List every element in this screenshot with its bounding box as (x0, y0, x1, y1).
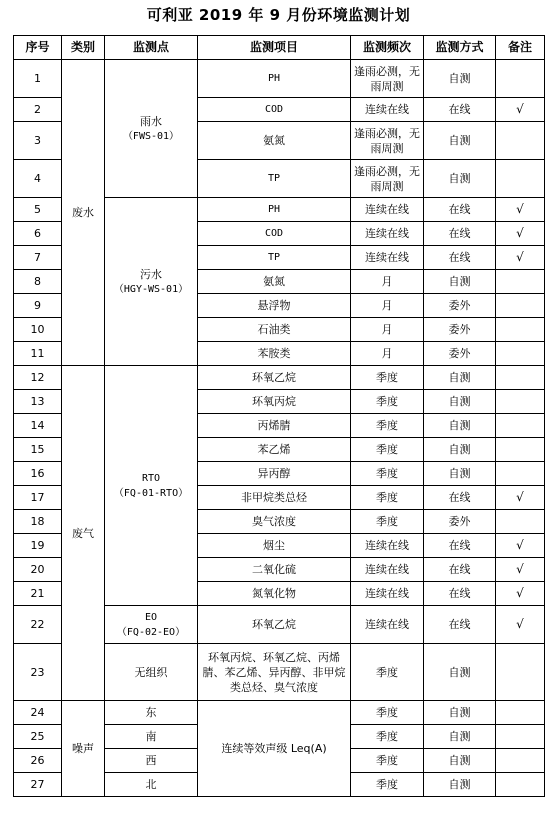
cell-frequency: 季度 (351, 462, 424, 486)
cell-no: 23 (14, 644, 62, 701)
cell-method: 在线 (424, 486, 496, 510)
cell-item: 环氧乙烷 (198, 606, 351, 644)
cell-item: 氨氮 (198, 122, 351, 160)
cell-frequency: 逢雨必测，无雨周测 (351, 160, 424, 198)
cell-method: 自测 (424, 701, 496, 725)
cell-no: 25 (14, 725, 62, 749)
cell-frequency: 月 (351, 342, 424, 366)
cell-no: 10 (14, 318, 62, 342)
cell-note (496, 318, 545, 342)
cell-frequency: 月 (351, 318, 424, 342)
cell-no: 4 (14, 160, 62, 198)
cell-frequency: 连续在线 (351, 246, 424, 270)
cell-note: √ (496, 246, 545, 270)
cell-no: 24 (14, 701, 62, 725)
cell-note (496, 462, 545, 486)
cell-item: 环氧乙烷 (198, 366, 351, 390)
cell-note (496, 644, 545, 701)
cell-note: √ (496, 606, 545, 644)
header-no: 序号 (14, 36, 62, 60)
header-item: 监测项目 (198, 36, 351, 60)
cell-note (496, 701, 545, 725)
cell-method: 自测 (424, 270, 496, 294)
cell-no: 3 (14, 122, 62, 160)
cell-item: TP (198, 160, 351, 198)
cell-no: 11 (14, 342, 62, 366)
cell-method: 自测 (424, 160, 496, 198)
cell-item: PH (198, 198, 351, 222)
cell-item: 烟尘 (198, 534, 351, 558)
cell-method: 在线 (424, 582, 496, 606)
cell-note (496, 414, 545, 438)
header-method: 监测方式 (424, 36, 496, 60)
monitoring-plan-table (13, 35, 545, 797)
cell-note (496, 390, 545, 414)
cell-item: 丙烯腈 (198, 414, 351, 438)
cell-note (496, 510, 545, 534)
cell-no: 13 (14, 390, 62, 414)
cell-no: 15 (14, 438, 62, 462)
cell-no: 18 (14, 510, 62, 534)
cell-method: 在线 (424, 558, 496, 582)
point-east: 东 (105, 701, 198, 725)
cell-method: 自测 (424, 773, 496, 797)
cell-no: 8 (14, 270, 62, 294)
point-south: 南 (105, 725, 198, 749)
table-header-row (14, 36, 545, 60)
cell-frequency: 连续在线 (351, 534, 424, 558)
cell-note (496, 342, 545, 366)
cell-item: 氨氮 (198, 270, 351, 294)
cell-frequency: 月 (351, 294, 424, 318)
cell-method: 在线 (424, 98, 496, 122)
point-rto (105, 366, 198, 606)
cell-frequency: 连续在线 (351, 558, 424, 582)
cell-item: 氮氧化物 (198, 582, 351, 606)
point-sewage-name: 污水 (140, 267, 162, 281)
cell-frequency: 连续在线 (351, 606, 424, 644)
point-eo (105, 606, 198, 644)
header-frequency: 监测频次 (351, 36, 424, 60)
point-unorganized: 无组织 (105, 644, 198, 701)
table-row (14, 366, 545, 390)
cell-frequency: 季度 (351, 644, 424, 701)
cell-method: 自测 (424, 60, 496, 98)
cell-item: 苯乙烯 (198, 438, 351, 462)
cell-note (496, 160, 545, 198)
cell-item: PH (198, 60, 351, 98)
cell-method: 自测 (424, 725, 496, 749)
cell-method: 委外 (424, 294, 496, 318)
cell-item: 环氧丙烷、环氧乙烷、丙烯腈、苯乙烯、异丙醇、非甲烷类总烃、臭气浓度 (198, 644, 351, 701)
cell-frequency: 逢雨必测，无雨周测 (351, 122, 424, 160)
cell-method: 委外 (424, 318, 496, 342)
cell-frequency: 季度 (351, 773, 424, 797)
cell-frequency: 季度 (351, 438, 424, 462)
cell-no: 1 (14, 60, 62, 98)
point-north: 北 (105, 773, 198, 797)
cell-frequency: 季度 (351, 366, 424, 390)
cell-note (496, 749, 545, 773)
point-eo-code: （FQ-02-EO） (116, 626, 186, 638)
cell-method: 自测 (424, 462, 496, 486)
cell-item: COD (198, 222, 351, 246)
category-noise: 噪声 (62, 701, 105, 797)
cell-item: 悬浮物 (198, 294, 351, 318)
cell-method: 在线 (424, 246, 496, 270)
cell-method: 自测 (424, 414, 496, 438)
cell-note: √ (496, 486, 545, 510)
cell-no: 20 (14, 558, 62, 582)
cell-frequency: 连续在线 (351, 198, 424, 222)
point-eo-name: EO (144, 611, 158, 623)
point-rto-name: RTO (141, 472, 161, 484)
noise-item: 连续等效声级 Leq(A) (198, 701, 351, 797)
cell-note: √ (496, 582, 545, 606)
cell-no: 16 (14, 462, 62, 486)
cell-method: 自测 (424, 438, 496, 462)
cell-method: 在线 (424, 534, 496, 558)
cell-no: 12 (14, 366, 62, 390)
cell-frequency: 连续在线 (351, 98, 424, 122)
cell-frequency: 逢雨必测，无雨周测 (351, 60, 424, 98)
cell-no: 9 (14, 294, 62, 318)
cell-frequency: 季度 (351, 749, 424, 773)
cell-no: 21 (14, 582, 62, 606)
cell-no: 6 (14, 222, 62, 246)
cell-no: 7 (14, 246, 62, 270)
cell-frequency: 季度 (351, 414, 424, 438)
cell-method: 委外 (424, 342, 496, 366)
cell-frequency: 季度 (351, 486, 424, 510)
cell-frequency: 季度 (351, 725, 424, 749)
cell-item: 苯胺类 (198, 342, 351, 366)
point-west: 西 (105, 749, 198, 773)
cell-frequency: 连续在线 (351, 582, 424, 606)
cell-no: 19 (14, 534, 62, 558)
cell-no: 22 (14, 606, 62, 644)
cell-note (496, 438, 545, 462)
cell-item: COD (198, 98, 351, 122)
cell-method: 委外 (424, 510, 496, 534)
cell-frequency: 季度 (351, 701, 424, 725)
cell-item: 异丙醇 (198, 462, 351, 486)
cell-note (496, 60, 545, 98)
category-wastewater: 废水 (62, 60, 105, 366)
cell-method: 自测 (424, 366, 496, 390)
cell-method: 自测 (424, 390, 496, 414)
cell-no: 14 (14, 414, 62, 438)
category-exhaust: 废气 (62, 366, 105, 701)
cell-note (496, 366, 545, 390)
cell-note: √ (496, 198, 545, 222)
cell-method: 在线 (424, 198, 496, 222)
cell-note: √ (496, 98, 545, 122)
header-category: 类别 (62, 36, 105, 60)
cell-frequency: 季度 (351, 390, 424, 414)
point-sewage (105, 198, 198, 366)
document-title: 可利亚 2019 年 9 月份环境监测计划 (146, 6, 411, 24)
point-rto-code: （FQ-01-RTO） (113, 487, 189, 499)
cell-no: 5 (14, 198, 62, 222)
cell-item: 非甲烷类总烃 (198, 486, 351, 510)
cell-item: 环氧丙烷 (198, 390, 351, 414)
cell-item: 二氧化硫 (198, 558, 351, 582)
cell-no: 2 (14, 98, 62, 122)
table-row (14, 60, 545, 98)
cell-method: 在线 (424, 606, 496, 644)
cell-no: 17 (14, 486, 62, 510)
point-rain-code: （FWS-01） (122, 130, 180, 142)
cell-method: 在线 (424, 222, 496, 246)
cell-no: 26 (14, 749, 62, 773)
cell-note: √ (496, 222, 545, 246)
cell-note: √ (496, 534, 545, 558)
cell-note (496, 773, 545, 797)
table-row (14, 701, 545, 725)
cell-item: TP (198, 246, 351, 270)
cell-note (496, 294, 545, 318)
cell-no: 27 (14, 773, 62, 797)
cell-method: 自测 (424, 644, 496, 701)
cell-note (496, 122, 545, 160)
cell-method: 自测 (424, 749, 496, 773)
cell-note: √ (496, 558, 545, 582)
cell-frequency: 季度 (351, 510, 424, 534)
cell-method: 自测 (424, 122, 496, 160)
cell-note (496, 725, 545, 749)
point-rain (105, 60, 198, 198)
header-point: 监测点 (105, 36, 198, 60)
cell-item: 石油类 (198, 318, 351, 342)
cell-note (496, 270, 545, 294)
point-sewage-code: （HGY-WS-01） (113, 283, 189, 295)
point-rain-name: 雨水 (140, 114, 162, 128)
header-note: 备注 (496, 36, 545, 60)
cell-frequency: 连续在线 (351, 222, 424, 246)
cell-frequency: 月 (351, 270, 424, 294)
cell-item: 臭气浓度 (198, 510, 351, 534)
